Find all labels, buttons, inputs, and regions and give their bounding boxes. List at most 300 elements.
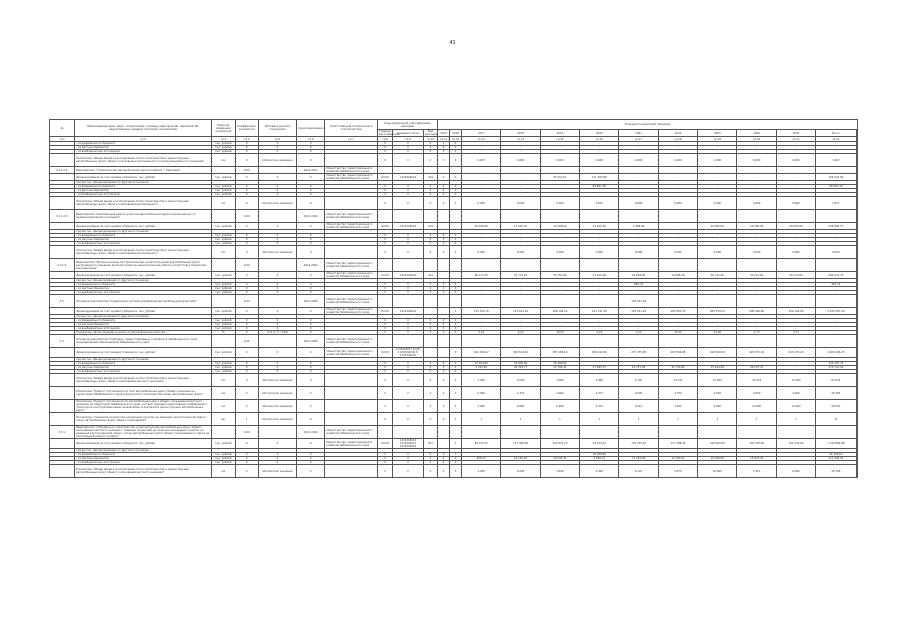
table-cell: Х bbox=[438, 457, 450, 461]
table-row bbox=[50, 465, 858, 478]
table-cell: - bbox=[658, 150, 697, 154]
table-cell: тыс. рублей bbox=[211, 291, 235, 295]
table-cell bbox=[462, 335, 501, 348]
table-cell: Х bbox=[258, 238, 296, 242]
table-row bbox=[50, 308, 858, 315]
table-cell: - bbox=[501, 242, 540, 246]
table-cell: тыс. рублей bbox=[211, 193, 235, 197]
table-cell: - bbox=[540, 238, 579, 242]
table-cell bbox=[856, 465, 857, 478]
table-cell: - bbox=[776, 146, 815, 150]
row-name-cell: Основное мероприятие "Содержание системы управления автомобильными дорогами" bbox=[75, 295, 212, 308]
table-cell: 135 397,79 bbox=[816, 362, 856, 366]
table-cell: Х bbox=[423, 246, 437, 259]
table-cell: Х bbox=[393, 287, 424, 291]
table-cell: 2 012 567,20 bbox=[816, 308, 856, 315]
table-cell: км bbox=[211, 400, 235, 413]
column-number: гр.19 bbox=[698, 137, 737, 142]
table-cell: 1,000 bbox=[462, 400, 501, 413]
table-cell: 0,000 bbox=[619, 197, 658, 210]
table-row bbox=[50, 413, 858, 426]
table-cell: тыс. рублей bbox=[211, 185, 235, 189]
row-number-cell bbox=[50, 308, 75, 315]
table-cell bbox=[580, 295, 619, 308]
table-cell bbox=[325, 246, 377, 259]
row-name-cell: - из местных бюджетов bbox=[75, 323, 212, 327]
table-cell bbox=[438, 295, 450, 308]
table-cell: Х bbox=[450, 197, 462, 210]
table-cell: - bbox=[540, 185, 579, 189]
table-cell: - bbox=[737, 234, 776, 238]
table-cell: Х bbox=[297, 242, 325, 246]
table-cell: Х bbox=[393, 374, 424, 387]
table-cell bbox=[462, 426, 501, 439]
table-cell: 25,364 bbox=[816, 387, 856, 400]
table-cell: тыс. рублей bbox=[211, 223, 235, 230]
table-cell: Х bbox=[235, 174, 258, 181]
table-cell: 1,000 bbox=[698, 154, 737, 167]
table-cell: - bbox=[462, 242, 501, 246]
table-cell: Х bbox=[377, 234, 392, 238]
table-cell bbox=[580, 426, 619, 439]
header-year: 2024 bbox=[737, 130, 776, 137]
table-cell: - bbox=[776, 323, 815, 327]
table-cell: 89 225,33 bbox=[462, 439, 501, 449]
table-cell: Х bbox=[235, 465, 258, 478]
table-cell bbox=[325, 197, 377, 210]
header-total: Итого bbox=[816, 130, 856, 137]
table-cell: Х bbox=[393, 185, 424, 189]
table-cell: - bbox=[816, 291, 856, 295]
table-cell: - bbox=[698, 327, 737, 331]
table-cell: 0,000 bbox=[540, 154, 579, 167]
table-cell: 282 442,66 bbox=[580, 348, 619, 358]
table-cell: 16 368,82 bbox=[580, 453, 619, 457]
table-cell: - bbox=[737, 370, 776, 374]
column-number: гр.7 bbox=[325, 137, 377, 142]
table-cell: - bbox=[698, 287, 737, 291]
table-row bbox=[50, 272, 858, 279]
table-cell: Абсолютное значение bbox=[258, 387, 296, 400]
table-cell bbox=[580, 259, 619, 272]
table-cell bbox=[737, 295, 776, 308]
table-cell: Х bbox=[423, 291, 437, 295]
table-cell: Х bbox=[297, 453, 325, 457]
table-cell bbox=[325, 400, 377, 413]
table-cell: - bbox=[658, 461, 697, 465]
table-cell: - bbox=[698, 150, 737, 154]
table-cell: - bbox=[737, 287, 776, 291]
table-cell: 3,473 bbox=[580, 387, 619, 400]
table-cell: Х bbox=[438, 246, 450, 259]
column-number: гр.14 bbox=[501, 137, 540, 142]
table-cell: Х bbox=[258, 287, 296, 291]
table-cell: 45,708 bbox=[816, 465, 856, 478]
table-cell: - bbox=[462, 193, 501, 197]
table-cell: - bbox=[737, 189, 776, 193]
table-cell: Х bbox=[377, 319, 392, 323]
row-name-cell: финансирование за счет краевого бюджета, тыс. рублей bbox=[75, 348, 212, 358]
row-name-cell: - из внебюджетных источников bbox=[75, 242, 212, 246]
program-indicators-table bbox=[49, 119, 858, 478]
header-unit: Единица измерения показателя bbox=[211, 120, 235, 137]
table-cell: Х bbox=[377, 197, 392, 210]
table-cell: - bbox=[619, 238, 658, 242]
table-cell: Х bbox=[258, 283, 296, 287]
table-cell: Х bbox=[297, 189, 325, 193]
table-cell: % bbox=[211, 331, 235, 335]
table-cell: 0,000 bbox=[698, 246, 737, 259]
table-cell: - bbox=[501, 461, 540, 465]
row-name-cell: - из местных бюджетов bbox=[75, 238, 212, 242]
table-cell: - bbox=[462, 461, 501, 465]
table-cell: 277 275,85 bbox=[619, 348, 658, 358]
table-cell: тыс. рублей bbox=[211, 234, 235, 238]
table-cell: 30 711,00 bbox=[698, 272, 737, 279]
table-cell bbox=[856, 210, 857, 223]
table-cell: - bbox=[698, 453, 737, 457]
table-cell: - bbox=[619, 461, 658, 465]
table-cell: Х bbox=[235, 457, 258, 461]
table-cell: - bbox=[776, 189, 815, 193]
table-cell: Х bbox=[377, 291, 392, 295]
table-cell: 658,37 bbox=[462, 457, 501, 461]
table-cell: 1134304014 bbox=[393, 308, 424, 315]
table-cell: Х bbox=[258, 142, 296, 146]
table-cell: 3,466 bbox=[540, 465, 579, 478]
header-executor: Ответственный исполнитель и соисполнители bbox=[325, 120, 377, 137]
table-cell: Х bbox=[297, 308, 325, 315]
table-cell bbox=[856, 308, 857, 315]
table-row bbox=[50, 439, 858, 449]
page-number: 41 bbox=[449, 40, 456, 46]
table-cell: Х bbox=[450, 327, 462, 331]
table-cell: Х bbox=[450, 461, 462, 465]
table-cell: 0,000 bbox=[619, 246, 658, 259]
table-cell: Х bbox=[423, 234, 437, 238]
table-cell: Х bbox=[450, 362, 462, 366]
table-cell: - bbox=[816, 193, 856, 197]
table-cell: Х bbox=[450, 193, 462, 197]
row-name-cell: Мероприятие "Строительство автомобильной дороги Чайкино с. Карповка" bbox=[75, 167, 212, 174]
table-cell: Х bbox=[377, 287, 392, 291]
table-cell: - bbox=[776, 291, 815, 295]
table-cell bbox=[423, 308, 437, 315]
table-cell: 163 131,28 bbox=[580, 308, 619, 315]
table-cell: тыс. рублей bbox=[211, 453, 235, 457]
row-name-cell: Мероприятие "Капитальный ремонт участков автомобильной дороги регионального и межмуниципального значения" bbox=[75, 210, 212, 223]
table-cell: км bbox=[211, 246, 235, 259]
table-cell bbox=[698, 335, 737, 348]
table-cell: 16 368,82 bbox=[540, 362, 579, 366]
table-cell: - bbox=[501, 185, 540, 189]
table-cell bbox=[816, 426, 856, 439]
table-cell: тыс. рублей bbox=[211, 189, 235, 193]
table-cell: 11 145,08 bbox=[619, 457, 658, 461]
table-cell: Х bbox=[438, 327, 450, 331]
table-cell bbox=[856, 439, 857, 449]
table-cell: тыс. рублей bbox=[211, 287, 235, 291]
header-year: 2019 bbox=[540, 130, 579, 137]
table-cell: Х bbox=[235, 283, 258, 287]
table-cell: Х bbox=[438, 387, 450, 400]
table-cell: Х bbox=[235, 362, 258, 366]
table-cell: ед. bbox=[211, 413, 235, 426]
table-cell: - bbox=[540, 287, 579, 291]
table-cell: Х bbox=[393, 457, 424, 461]
table-cell: тыс. рублей bbox=[211, 348, 235, 358]
table-cell: тыс. рублей bbox=[211, 308, 235, 315]
table-cell: Министерство территориального развития Забайкальского края bbox=[325, 348, 377, 358]
table-cell: 20 000,00 bbox=[776, 223, 815, 230]
table-cell bbox=[325, 413, 377, 426]
table-cell: - bbox=[501, 238, 540, 242]
table-cell: Х bbox=[297, 193, 325, 197]
table-cell: 16,93 bbox=[540, 331, 579, 335]
table-cell: - bbox=[540, 193, 579, 197]
table-cell: Х bbox=[438, 370, 450, 374]
table-cell: 111 305,89 bbox=[580, 174, 619, 181]
table-cell: 0,000 bbox=[619, 154, 658, 167]
column-number: гр.4 bbox=[235, 137, 258, 142]
table-cell bbox=[501, 295, 540, 308]
table-cell: Х bbox=[377, 327, 392, 331]
table-cell: - bbox=[462, 150, 501, 154]
column-number: гр.6 bbox=[297, 137, 325, 142]
table-cell: 8,000 bbox=[776, 465, 815, 478]
table-cell: - bbox=[737, 193, 776, 197]
table-cell: - bbox=[462, 370, 501, 374]
table-cell: Х bbox=[393, 465, 424, 478]
table-cell: 04 09 bbox=[377, 174, 392, 181]
row-name-cell: прочие тыс. финансирования по другим источникам bbox=[75, 358, 212, 362]
table-cell: - bbox=[540, 142, 579, 146]
header-no: № bbox=[50, 120, 75, 137]
table-cell: - bbox=[580, 150, 619, 154]
table-cell bbox=[438, 223, 450, 230]
table-cell: Х bbox=[235, 246, 258, 259]
table-cell: 16 026,05 bbox=[698, 457, 737, 461]
row-name-cell: - из внебюджетных источников bbox=[75, 150, 212, 154]
table-cell: - bbox=[501, 142, 540, 146]
row-name-cell: - из местных бюджетов bbox=[75, 366, 212, 370]
table-cell bbox=[423, 348, 437, 358]
table-cell: Х bbox=[258, 193, 296, 197]
table-cell: Х bbox=[258, 242, 296, 246]
table-cell: Х bbox=[258, 174, 296, 181]
table-cell: - bbox=[619, 146, 658, 150]
column-number: гр.12 bbox=[450, 137, 462, 142]
table-cell: - bbox=[737, 323, 776, 327]
table-cell: - bbox=[816, 323, 856, 327]
table-cell bbox=[377, 426, 392, 439]
table-cell: - bbox=[737, 319, 776, 323]
row-name-cell: - из федерального бюджета bbox=[75, 319, 212, 323]
table-cell: - bbox=[619, 150, 658, 154]
header-year: 2020 bbox=[580, 130, 619, 137]
table-cell: - bbox=[776, 327, 815, 331]
table-cell bbox=[619, 426, 658, 439]
row-number-cell bbox=[50, 223, 75, 230]
table-cell: 1,067 bbox=[816, 154, 856, 167]
table-cell: - bbox=[776, 370, 815, 374]
table-cell: Х bbox=[423, 400, 437, 413]
table-cell: 1 bbox=[580, 413, 619, 426]
row-name-cell: - из местных бюджетов bbox=[75, 457, 212, 461]
table-cell: 0,22 bbox=[501, 331, 540, 335]
table-cell: Х bbox=[235, 348, 258, 358]
table-cell: - bbox=[658, 189, 697, 193]
table-cell bbox=[438, 439, 450, 449]
table-cell: 0,00 bbox=[235, 210, 258, 223]
table-cell: 15 624,95 bbox=[698, 366, 737, 370]
table-cell bbox=[450, 167, 462, 174]
table-cell: 35 151,80 bbox=[540, 272, 579, 279]
table-cell: 0,000 bbox=[658, 154, 697, 167]
table-cell bbox=[856, 387, 857, 400]
table-cell: - bbox=[698, 242, 737, 246]
table-cell: Х bbox=[258, 234, 296, 238]
table-cell: Х bbox=[450, 400, 462, 413]
table-cell: Х bbox=[235, 327, 258, 331]
table-cell: Х bbox=[297, 439, 325, 449]
table-cell: - bbox=[658, 174, 697, 181]
column-number: гр.16 bbox=[580, 137, 619, 142]
table-cell: - bbox=[737, 242, 776, 246]
header-year: 2016 bbox=[450, 130, 462, 137]
table-cell: Х bbox=[377, 283, 392, 287]
row-number-cell: 3.1.1.3. bbox=[50, 259, 75, 272]
table-cell: Х bbox=[258, 457, 296, 461]
table-cell bbox=[856, 272, 857, 279]
table-cell: 0,000 bbox=[540, 197, 579, 210]
table-cell: Х bbox=[393, 197, 424, 210]
table-cell: Х bbox=[297, 400, 325, 413]
table-cell bbox=[658, 259, 697, 272]
table-row bbox=[50, 400, 858, 413]
table-cell: Х bbox=[393, 193, 424, 197]
table-cell: - bbox=[462, 327, 501, 331]
table-cell: 11 bbox=[816, 413, 856, 426]
table-cell bbox=[377, 259, 392, 272]
table-cell: Х bbox=[297, 246, 325, 259]
table-cell bbox=[393, 295, 424, 308]
table-cell: Х bbox=[423, 193, 437, 197]
table-cell: - bbox=[462, 323, 501, 327]
table-cell: Х bbox=[393, 323, 424, 327]
table-cell: - bbox=[737, 453, 776, 457]
table-cell: 2014-2022 bbox=[297, 259, 325, 272]
table-cell: - bbox=[737, 146, 776, 150]
table-cell: 414 bbox=[423, 272, 437, 279]
column-number: гр.8 bbox=[377, 137, 392, 142]
table-cell: 15 937,25 bbox=[737, 457, 776, 461]
table-cell: - bbox=[462, 238, 501, 242]
table-cell: - bbox=[737, 362, 776, 366]
table-cell: 58,632 bbox=[816, 400, 856, 413]
table-cell: - bbox=[698, 189, 737, 193]
table-cell: - bbox=[540, 319, 579, 323]
table-cell: - bbox=[619, 287, 658, 291]
table-cell: - bbox=[698, 370, 737, 374]
table-cell: Х bbox=[297, 291, 325, 295]
table-cell: - bbox=[698, 362, 737, 366]
table-cell: Абсолютное значение bbox=[258, 197, 296, 210]
table-cell: - bbox=[658, 319, 697, 323]
table-cell: Х bbox=[377, 457, 392, 461]
table-cell: Х bbox=[393, 283, 424, 287]
table-cell: 2 bbox=[619, 413, 658, 426]
table-cell: 0,000 bbox=[462, 387, 501, 400]
table-cell: Х bbox=[377, 246, 392, 259]
table-cell: 1 bbox=[501, 413, 540, 426]
table-cell: Х bbox=[235, 308, 258, 315]
table-cell: 13,00 bbox=[698, 331, 737, 335]
table-cell: 04 09 bbox=[377, 348, 392, 358]
table-cell: Х bbox=[297, 197, 325, 210]
table-cell: Абсолютное значение bbox=[258, 413, 296, 426]
table-cell: - bbox=[540, 242, 579, 246]
table-cell: 205 379,22 bbox=[698, 308, 737, 315]
column-number: гр.11 bbox=[438, 137, 450, 142]
table-body bbox=[50, 142, 858, 478]
table-cell: Х bbox=[297, 154, 325, 167]
table-cell bbox=[540, 426, 579, 439]
table-cell: - bbox=[580, 461, 619, 465]
table-cell: 89 881,38 bbox=[580, 185, 619, 189]
table-cell: Х bbox=[438, 150, 450, 154]
header-period: Сроки реализации bbox=[297, 120, 325, 137]
table-cell: Х bbox=[393, 362, 424, 366]
table-cell: 0,00 bbox=[235, 259, 258, 272]
table-cell: 3,402 bbox=[658, 400, 697, 413]
table-cell: 4 009 206,33 bbox=[816, 348, 856, 358]
table-cell: Министерство территориального развития Забайкальского края bbox=[325, 210, 377, 223]
table-cell: Х bbox=[235, 370, 258, 374]
table-cell: Х bbox=[393, 246, 424, 259]
table-cell bbox=[580, 335, 619, 348]
table-cell: тыс. рублей bbox=[211, 319, 235, 323]
table-cell: Х bbox=[258, 223, 296, 230]
row-name-cell: прочие тыс. финансирования по другим источникам bbox=[75, 449, 212, 453]
table-cell: Х bbox=[258, 291, 296, 295]
table-cell: - bbox=[658, 323, 697, 327]
table-cell: - bbox=[540, 370, 579, 374]
table-cell: Министерство территориального развития Забайкальского края bbox=[325, 335, 377, 348]
table-cell: - bbox=[816, 461, 856, 465]
table-cell bbox=[462, 167, 501, 174]
row-number-cell bbox=[50, 154, 75, 167]
table-cell bbox=[325, 374, 377, 387]
table-cell: - bbox=[462, 283, 501, 287]
row-number-cell: 3.1.1.2.3. bbox=[50, 210, 75, 223]
table-cell: 208 326,60 bbox=[737, 308, 776, 315]
table-cell: - bbox=[776, 142, 815, 146]
table-cell: Х bbox=[258, 189, 296, 193]
table-cell bbox=[619, 167, 658, 174]
table-cell: 10 150,20 bbox=[501, 457, 540, 461]
table-cell bbox=[423, 167, 437, 174]
table-cell: Министерство территориального развития Забайкальского края bbox=[325, 272, 377, 279]
table-cell: 11,000 bbox=[776, 374, 815, 387]
table-cell bbox=[619, 210, 658, 223]
table-cell: Министерство территориального развития Забайкальского края bbox=[325, 439, 377, 449]
table-cell: 1 bbox=[698, 413, 737, 426]
table-cell: Х bbox=[258, 370, 296, 374]
table-cell: 3,750 bbox=[658, 387, 697, 400]
table-cell: Х bbox=[450, 283, 462, 287]
table-cell: - bbox=[658, 370, 697, 374]
